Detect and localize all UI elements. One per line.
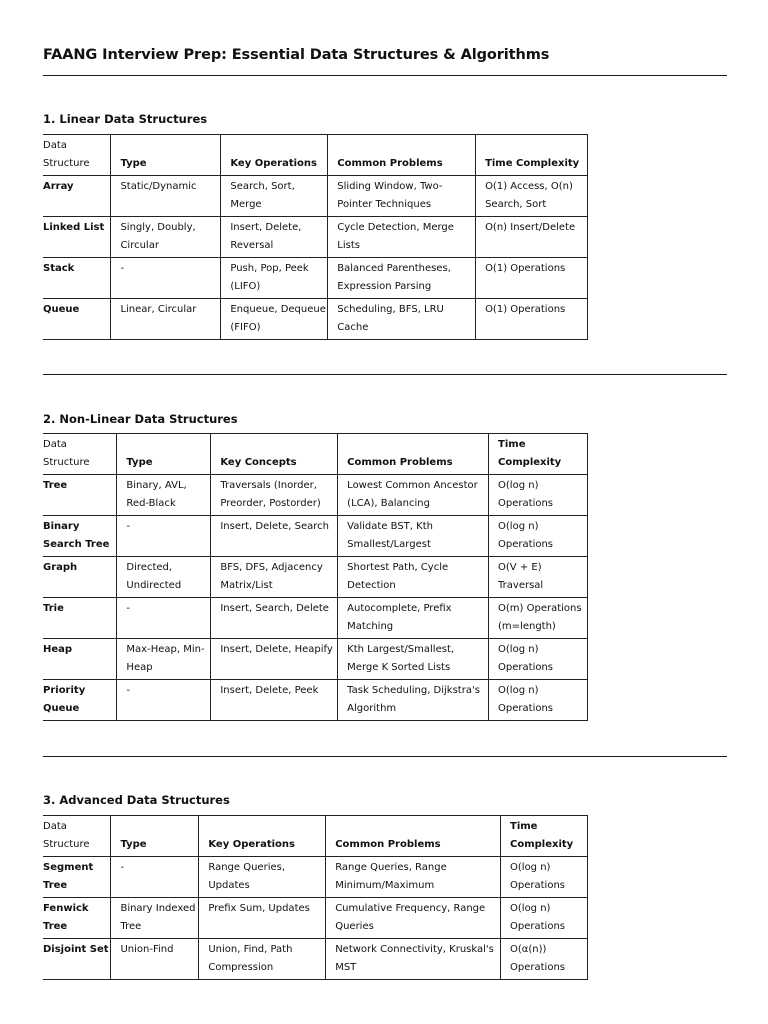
table-cell: O(log n) Operations: [501, 898, 588, 939]
table-cell: O(V + E) Traversal: [489, 557, 588, 598]
table-row: [43, 475, 588, 516]
column-header: Common Problems: [338, 434, 489, 475]
table-cell: Union-Find: [111, 939, 199, 980]
table-cell: Disjoint Set: [43, 939, 111, 980]
table-cell: Cumulative Frequency, Range Queries: [326, 898, 501, 939]
table-cell: Max-Heap, Min-Heap: [117, 639, 211, 680]
table-cell: O(α(n)) Operations: [501, 939, 588, 980]
table-header-row: [43, 434, 588, 475]
table-cell: Trie: [43, 598, 117, 639]
table-cell: Binary Indexed Tree: [111, 898, 199, 939]
table-cell: O(log n) Operations: [489, 475, 588, 516]
table-cell: Insert, Delete, Peek: [211, 680, 338, 721]
table-cell: Autocomplete, Prefix Matching: [338, 598, 489, 639]
divider: [43, 374, 727, 375]
table-cell: Lowest Common Ancestor (LCA), Balancing: [338, 475, 489, 516]
column-header: Type: [111, 135, 221, 176]
table-cell: Directed, Undirected: [117, 557, 211, 598]
table-cell: Linear, Circular: [111, 299, 221, 340]
advanced-structures-table: [43, 816, 588, 980]
table-cell: Stack: [43, 258, 111, 299]
table-cell: Range Queries, Updates: [199, 857, 326, 898]
table-row: [43, 639, 588, 680]
table-cell: Task Scheduling, Dijkstra's Algorithm: [338, 680, 489, 721]
column-header: Common Problems: [326, 816, 501, 857]
linear-structures-table: [43, 135, 588, 340]
table-cell: O(1) Operations: [476, 258, 588, 299]
table-row: [43, 217, 588, 258]
non-linear-structures-table: [43, 434, 588, 721]
page-title: FAANG Interview Prep: Essential Data Structures & Algorithms: [43, 47, 550, 63]
table-header-row: [43, 135, 588, 176]
table-row: [43, 258, 588, 299]
table-cell: Balanced Parentheses, Expression Parsing: [328, 258, 476, 299]
table-row: [43, 680, 588, 721]
table-cell: Validate BST, Kth Smallest/Largest: [338, 516, 489, 557]
divider: [43, 756, 727, 757]
table-cell: Static/Dynamic: [111, 176, 221, 217]
column-header: Data Structure: [43, 140, 90, 169]
table-cell: Queue: [43, 299, 111, 340]
table-cell: O(log n) Operations: [501, 857, 588, 898]
table-row: [43, 898, 588, 939]
table-header-row: [43, 816, 588, 857]
table-cell: -: [117, 598, 211, 639]
column-header: Time Complexity: [501, 816, 588, 857]
table-cell: Range Queries, Range Minimum/Maximum: [326, 857, 501, 898]
table-cell: BFS, DFS, Adjacency Matrix/List: [211, 557, 338, 598]
divider: [43, 75, 727, 76]
table-cell: Kth Largest/Smallest, Merge K Sorted Lists: [338, 639, 489, 680]
column-header: Data Structure: [43, 439, 90, 468]
column-header: Type: [111, 816, 199, 857]
table-row: [43, 176, 588, 217]
table-cell: Search, Sort, Merge: [221, 176, 328, 217]
table-cell: Sliding Window, Two-Pointer Techniques: [328, 176, 476, 217]
column-header: Type: [117, 434, 211, 475]
table-cell: Union, Find, Path Compression: [199, 939, 326, 980]
table-cell: Prefix Sum, Updates: [199, 898, 326, 939]
table-cell: Fenwick Tree: [43, 898, 111, 939]
table-cell: O(1) Operations: [476, 299, 588, 340]
table-cell: Enqueue, Dequeue (FIFO): [221, 299, 328, 340]
table-cell: Array: [43, 176, 111, 217]
table-cell: Tree: [43, 475, 117, 516]
table-cell: O(m) Operations (m=length): [489, 598, 588, 639]
column-header: Key Concepts: [211, 434, 338, 475]
table-cell: O(log n) Operations: [489, 680, 588, 721]
table-cell: Singly, Doubly, Circular: [111, 217, 221, 258]
table-cell: Binary, AVL, Red-Black: [117, 475, 211, 516]
table-cell: Traversals (Inorder, Preorder, Postorder): [211, 475, 338, 516]
section-heading-advanced: 3. Advanced Data Structures: [43, 793, 230, 807]
table-cell: Network Connectivity, Kruskal's MST: [326, 939, 501, 980]
column-header: Key Operations: [221, 135, 328, 176]
column-header: Key Operations: [199, 816, 326, 857]
table-row: [43, 557, 588, 598]
table-row: [43, 857, 588, 898]
column-header: Data Structure: [43, 821, 90, 850]
table-cell: -: [117, 680, 211, 721]
table-cell: Shortest Path, Cycle Detection: [338, 557, 489, 598]
column-header: Common Problems: [328, 135, 476, 176]
table-cell: Binary Search Tree: [43, 516, 117, 557]
table-row: [43, 598, 588, 639]
table-cell: Heap: [43, 639, 117, 680]
table-cell: Push, Pop, Peek (LIFO): [221, 258, 328, 299]
section-heading-linear: 1. Linear Data Structures: [43, 112, 208, 126]
table-row: [43, 939, 588, 980]
table-cell: Priority Queue: [43, 680, 117, 721]
table-cell: O(log n) Operations: [489, 516, 588, 557]
column-header: Time Complexity: [476, 135, 588, 176]
table-row: [43, 299, 588, 340]
section-heading-non-linear: 2. Non-Linear Data Structures: [43, 412, 238, 426]
table-cell: Segment Tree: [43, 857, 111, 898]
table-cell: Insert, Delete, Search: [211, 516, 338, 557]
table-cell: Insert, Delete, Reversal: [221, 217, 328, 258]
table-cell: Insert, Search, Delete: [211, 598, 338, 639]
table-cell: O(1) Access, O(n) Search, Sort: [476, 176, 588, 217]
table-cell: Graph: [43, 557, 117, 598]
table-cell: Linked List: [43, 217, 111, 258]
table-cell: -: [111, 258, 221, 299]
table-cell: Scheduling, BFS, LRU Cache: [328, 299, 476, 340]
table-row: [43, 516, 588, 557]
table-cell: Cycle Detection, Merge Lists: [328, 217, 476, 258]
column-header: Time Complexity: [489, 434, 588, 475]
table-cell: O(log n) Operations: [489, 639, 588, 680]
table-cell: -: [117, 516, 211, 557]
table-cell: -: [111, 857, 199, 898]
table-cell: Insert, Delete, Heapify: [211, 639, 338, 680]
table-cell: O(n) Insert/Delete: [476, 217, 588, 258]
